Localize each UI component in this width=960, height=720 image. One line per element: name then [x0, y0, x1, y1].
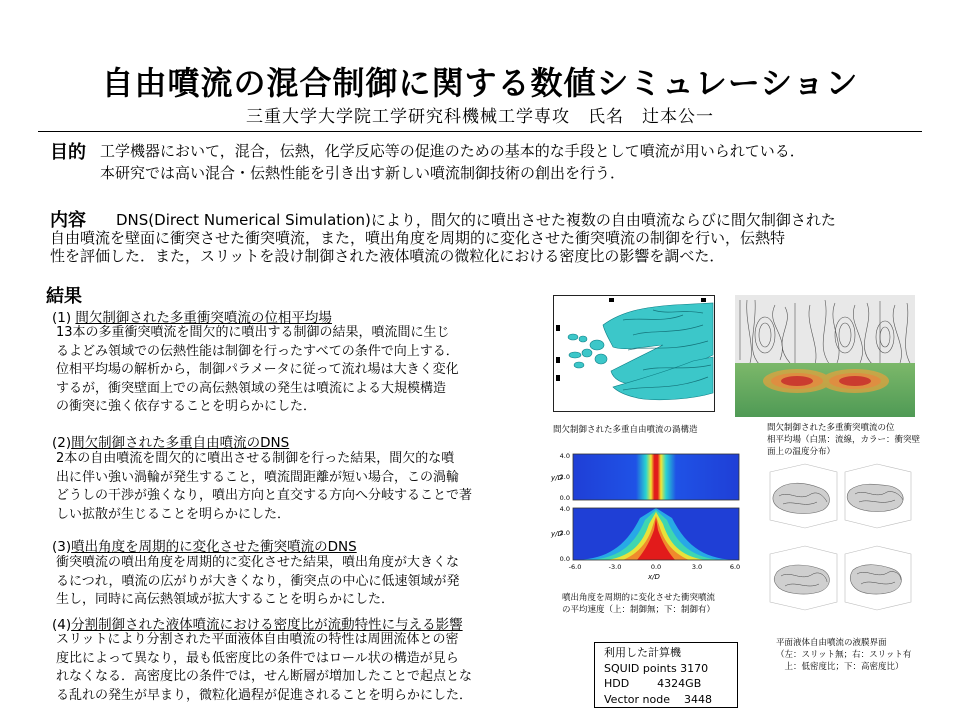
computer-spec: SQUID points 3170 [604, 661, 709, 675]
section-number: (3) [52, 539, 72, 555]
content-line: 自由噴流を壁面に衝突させた衝突噴流，また，噴出角度を周期的に変化させた衝突噴流の制御を行い，伝熱特 [50, 229, 786, 247]
vortex-caption: 間欠制御された多重自由噴流の渦構造 [553, 425, 698, 435]
result-section-body [56, 554, 460, 610]
result-section-title [52, 431, 289, 451]
y-tick-label: 4.0 [559, 505, 570, 513]
affiliation: 三重大学大学院工学研究科機械工学専攻 氏名 辻本公一 [246, 107, 714, 127]
result-section-title [52, 306, 332, 326]
y-tick-label: 0.0 [559, 555, 570, 563]
caption-line: 上：低密度比；下：高密度比） [776, 662, 904, 672]
body-line: るよどみ領域での伝熱性能は制御を行ったすべての条件で向上する． [56, 343, 459, 359]
purpose-heading: 目的 [50, 142, 86, 163]
body-line: れなくなる．高密度比の条件では，せん断層が増加したことで起点とな [56, 669, 473, 684]
body-line: 生し，同時に高伝熱領域が拡大することを明らかにした． [56, 592, 395, 607]
body-line: 2本の自由噴流を間欠的に噴出させる制御を行った結果，間欠的な噴 [56, 451, 455, 466]
title-divider [38, 131, 922, 132]
y-tick-label: 2.0 [559, 529, 570, 537]
section-title: 間欠制御された多重自由噴流のDNS [71, 435, 290, 451]
purpose-line: 本研究では高い混合・伝熱性能を引き出す新しい噴流制御技術の創出を行う． [100, 164, 626, 182]
caption-line: 相平均場（白黒：流線，カラー：衝突壁 [767, 435, 921, 445]
phase-field-caption [767, 422, 920, 458]
result-section-title [52, 535, 357, 555]
body-line: しい拡散が生じることを明らかにした． [56, 506, 291, 522]
result-section-body [56, 450, 472, 524]
y-axis-label: y/D [551, 530, 563, 538]
body-line: る乱れの発生が早まり，微粒化過程が促進されることを明らかにした． [56, 687, 473, 703]
caption-line: 噴出角度を周期的に変化させた衝突噴流 [562, 593, 716, 603]
body-line: 度比によって異なり，最も低密度比の条件ではロール状の構造が見ら [56, 650, 459, 666]
section-title: 噴出角度を周期的に変化させた衝突噴流のDNS [71, 539, 357, 555]
section-title: 分割制御された液体噴流における密度比が流動特性に与える影響 [71, 617, 463, 633]
x-tick-label: -3.0 [608, 563, 622, 571]
vortex-structure-figure [553, 295, 715, 412]
y-tick-label: 2.0 [559, 473, 570, 481]
caption-line: 面上の温度分布） [767, 447, 836, 457]
y-tick-label: 4.0 [559, 452, 570, 460]
y-axis-label: y/D [551, 474, 563, 482]
section-number: (4) [52, 617, 72, 633]
purpose-text [100, 142, 805, 182]
body-line: 出に伴い強い渦輪が発生すること，噴流間距離が短い場合，この渦輪 [56, 469, 460, 485]
caption-line: 平面液体自由噴流の液膜界面 [776, 638, 887, 648]
body-line: 13本の多重衝突噴流を間欠的に噴出する制御の結果，噴流間に生じ [56, 325, 450, 340]
body-line: の衝突に強く依存することを明らかにした． [56, 399, 317, 414]
body-line: スリットにより分割された平面液体自由噴流の特性は周囲流体との密 [56, 632, 459, 647]
section-number: (1) [52, 310, 72, 326]
section-number: (2) [52, 435, 72, 451]
body-line: るにつれ，噴流の広がりが大きくなり，衝突点の中心に低速領域が発 [56, 573, 460, 589]
computer-spec: HDD 4324GB [604, 677, 702, 690]
purpose-line: 工学機器において，混合，伝熱，化学反応等の促進のための基本的な手段として噴流が用いられている． [100, 142, 805, 160]
computer-title: 利用した計算機 [604, 646, 681, 659]
computer-spec: Vector node 3448 [604, 692, 712, 706]
phase-averaged-field-figure [735, 295, 915, 417]
x-tick-label: 0.0 [650, 563, 662, 571]
x-tick-label: 6.0 [729, 563, 740, 571]
results-heading: 結果 [46, 286, 82, 307]
body-line: 衝突噴流の噴出角度を周期的に変化させた結果，噴出角度が大きくな [56, 555, 460, 570]
caption-line: 間欠制御された多重衝突噴流の位 [767, 423, 895, 433]
x-tick-label: 3.0 [691, 563, 703, 571]
computer-info-box [594, 642, 738, 708]
body-line: 位相平均場の解析から，制御パラメータに従って流れ場は大きく変化 [56, 362, 459, 377]
liquid-film-caption [776, 637, 911, 673]
body-line: どうしの干渉が強くなり，噴出方向と直交する方向へ分岐することで著 [56, 488, 473, 503]
x-tick-label: -6.0 [568, 563, 582, 571]
section-title: 間欠制御された多重衝突噴流の位相平均場 [75, 310, 332, 326]
caption-line: の平均速度（上：制御無；下：制御有） [562, 605, 716, 615]
caption-line: （左：スリット無；右：スリット有 [776, 650, 912, 660]
velocity-caption [562, 592, 715, 616]
liquid-film-figure [765, 462, 915, 622]
x-axis-label: x/D [648, 573, 660, 581]
content-heading: 内容 [50, 210, 86, 231]
result-section-body [56, 324, 459, 417]
content-line: 性を評価した．また，スリットを設け制御された液体噴流の微粒化における密度比の影響を調べた． [50, 247, 725, 265]
y-tick-label: 0.0 [559, 494, 570, 502]
mean-velocity-figure [545, 448, 740, 583]
page-title: 自由噴流の混合制御に関する数値シミュレーション [101, 64, 859, 102]
result-section-body [56, 631, 472, 705]
result-section-title [52, 613, 463, 633]
body-line: するが，衝突壁面上での高伝熱領域の発生は噴流による大規模構造 [56, 380, 447, 396]
content-line: DNS(Direct Numerical Simulation)により，間欠的に噴出させた複数の自由噴流ならびに間欠制御された [116, 211, 836, 229]
